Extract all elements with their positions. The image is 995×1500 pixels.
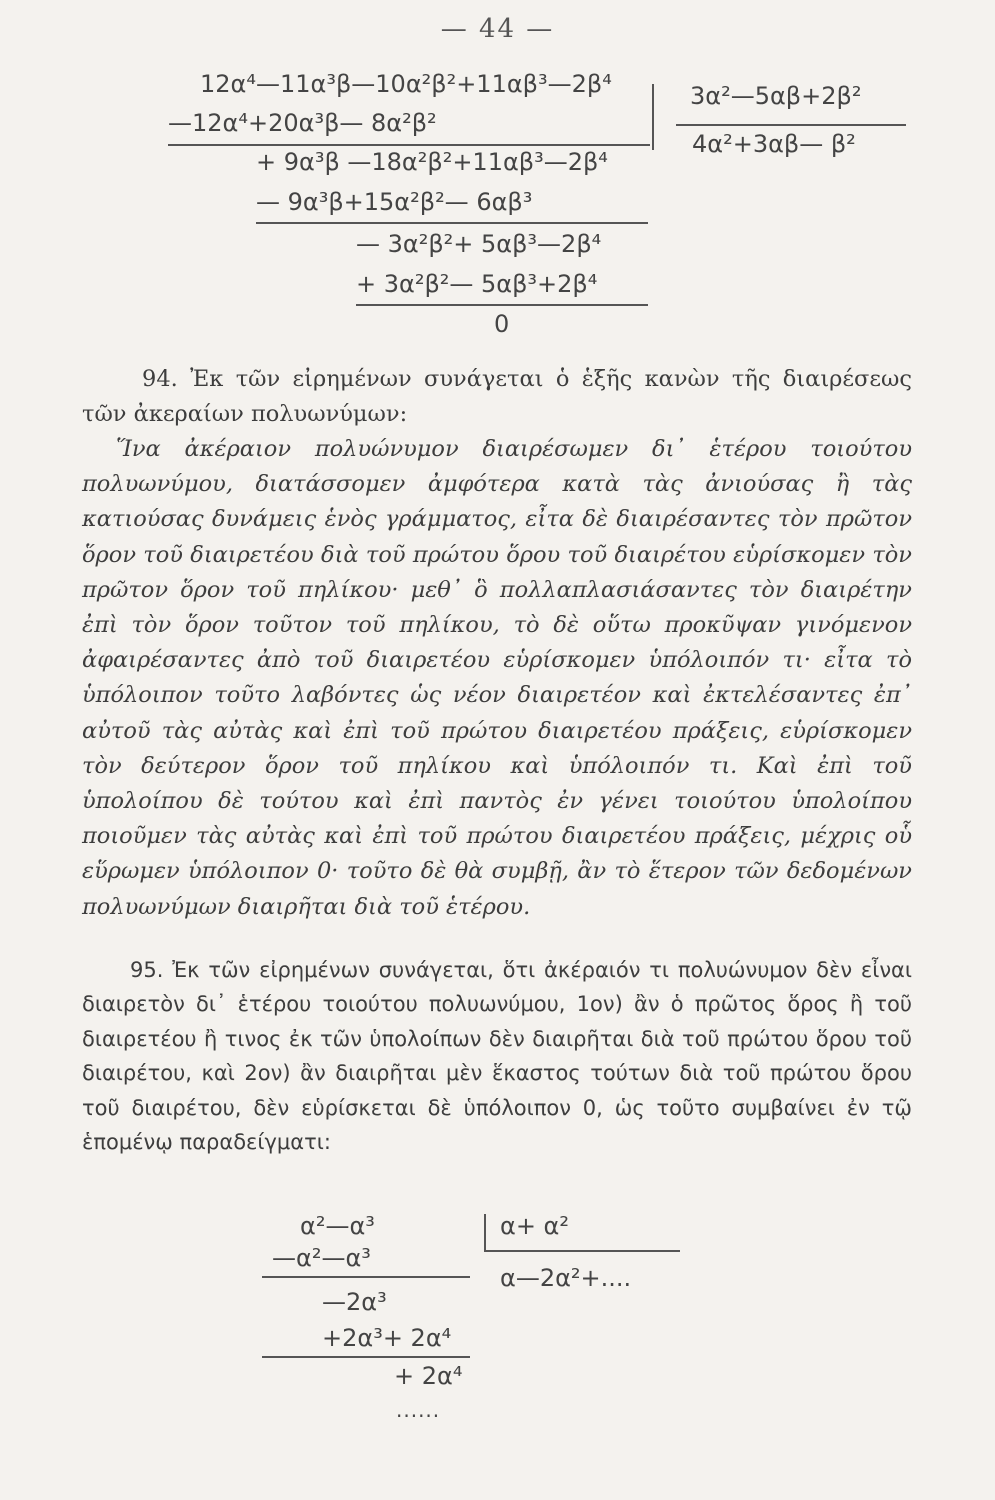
divisor-bar: [484, 1214, 486, 1250]
subtrahend-3: + 3α²β²— 5αβ³+2β⁴: [356, 270, 598, 298]
quotient-rule: [676, 124, 906, 126]
divisor-bar: [652, 84, 654, 150]
quotient: 4α²+3αβ— β²: [692, 130, 856, 158]
section-94-rule: Ἵνα ἀκέραιον πολυώνυμον διαιρέσωμεν δι᾽ ἑτέρου τοιούτου πολυωνύμου, διατάσσομεν ἀμφότερα κατὰ τὰς ἀνιούσας ἢ τὰς κατιούσας δυνάμεις ἑνὸς γράμματος, εἶτα δὲ διαιρέσαντες τὸν πρῶτον ὅρον τοῦ διαιρετέου διὰ τοῦ πρώτου ὅρου τοῦ διαιρέτου εὑρίσκομεν τὸν πρῶτον ὅρον τοῦ πηλίκου· μεθ᾽ ὃ πολλαπλασιάσαντες τὸν διαιρέτην ἐπὶ τὸν ὅρον τοῦτον τοῦ πηλίκου, τὸ δὲ οὕτω προκῦψαν γινόμενον ἀφαιρέσαντες ἀπὸ τοῦ διαιρετέου εὑρίσκομεν ὑπόλοιπόν τι· εἶτα τὸ ὑπόλοιπον τοῦτο λαβόντες ὡς νέον διαιρετέον καὶ ἐκτελέσαντες ἐπ᾽ αὐτοῦ τὰς αὐτὰς καὶ ἐπὶ τοῦ πρώτου διαιρετέου πράξεις, εὑρίσκομεν τὸν δεύτερον ὅρον τοῦ πηλίκου καὶ ὑπόλοιπόν τι. Καὶ ἐπὶ τοῦ ὑπολοίπου δὲ τούτου καὶ ἐπὶ παντὸς ἐν γένει τοιούτου ὑπολοίπου ποιοῦμεν τὰς αὐτὰς καὶ ἐπὶ τοῦ πρώτου διαιρετέου πράξεις, μέχρις οὗ εὕρωμεν ὑπόλοιπον 0· τοῦτο δὲ θὰ συμβῇ, ἂν τὸ ἕτερον τῶν δεδομένων πολυωνύμων διαιρῆται διὰ τοῦ ἑτέρου.: [82, 436, 912, 920]
remainder-1: + 9α³β —18α²β²+11αβ³—2β⁴: [256, 148, 608, 176]
dividend: 12α⁴—11α³β—10α²β²+11αβ³—2β⁴: [200, 70, 612, 98]
divisor: α+ α²: [500, 1212, 569, 1240]
quotient-rule: [484, 1250, 680, 1252]
divisor: 3α²—5αβ+2β²: [690, 82, 862, 110]
subtrahend-1: —α²—α³: [272, 1244, 371, 1272]
subtrahend-2: +2α³+ 2α⁴: [322, 1324, 452, 1352]
dividend: α²—α³: [300, 1212, 375, 1240]
division-rule: [262, 1356, 470, 1358]
page-number: — 44 —: [440, 14, 555, 44]
final-remainder: 0: [494, 310, 510, 338]
subtrahend-2: — 9α³β+15α²β²— 6αβ³: [256, 188, 533, 216]
remainder-1: —2α³: [322, 1288, 387, 1316]
quotient: α—2α²+....: [500, 1264, 632, 1292]
division-rule: [256, 222, 648, 224]
continuation-dots: ......: [396, 1398, 441, 1422]
division-rule: [356, 304, 648, 306]
division-rule: [262, 1276, 470, 1278]
section-95-text: 95. Ἐκ τῶν εἰρημένων συνάγεται, ὅτι ἀκέραιόν τι πολυώνυμον δὲν εἶναι διαιρετὸν δι᾽ ἑτέρου τοιούτου πολυωνύμου, 1ον) ἂν ὁ πρῶτος ὅρος ἢ τοῦ διαιρετέου ἢ τινος ἐκ τῶν ὑπολοίπων δὲν διαιρῆται διὰ τοῦ πρώτου ὅρου τοῦ διαιρέτου, καὶ 2ον) ἂν διαιρῆται μὲν ἕκαστος τούτων διὰ τοῦ πρώτου ὅρου τοῦ διαιρέτου, δὲν εὑρίσκεται δὲ ὑπόλοιπον 0, ὡς τοῦτο συμβαίνει ἐν τῷ ἑπομένῳ παραδείγματι:: [82, 958, 912, 1155]
division-rule: [168, 144, 650, 146]
remainder-2: + 2α⁴: [394, 1362, 463, 1390]
subtrahend-1: —12α⁴+20α³β— 8α²β²: [168, 109, 437, 137]
section-94-intro: 94. Ἐκ τῶν εἰρημένων συνάγεται ὁ ἑξῆς κανὼν τῆς διαιρέσεως τῶν ἀκεραίων πολυωνύμων:: [82, 366, 912, 427]
remainder-2: — 3α²β²+ 5αβ³—2β⁴: [356, 230, 602, 258]
